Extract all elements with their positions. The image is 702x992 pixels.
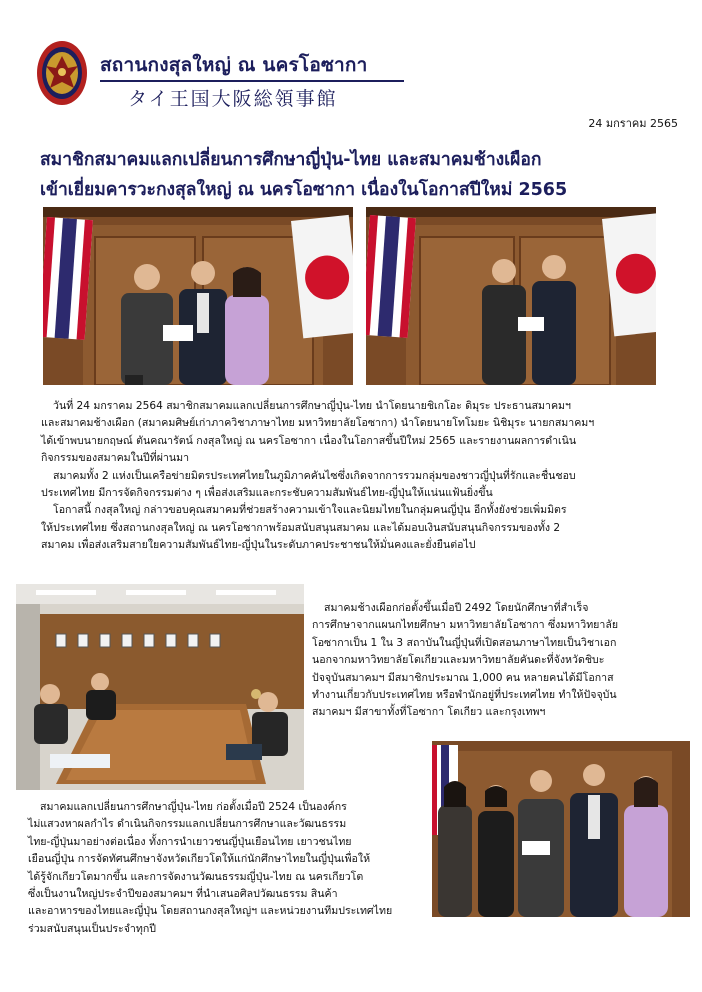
photo-meeting-room bbox=[16, 584, 304, 790]
text-line: ได้รู้จักเกียวโตมากขึ้น และการจัดงานวัฒนธรรมญี่ปุ่น-ไทย ณ นครเกียวโต bbox=[28, 870, 364, 883]
photo-two-men-with-flags bbox=[366, 207, 656, 385]
text-line: ได้เข้าพบนายกฤษณ์ ตันคณารัตน์ กงสุลใหญ่ ณ นครโอซากา เนื่องในโอกาสขึ้นปีใหม่ 2565 และรายงานผลการดำเนิน bbox=[41, 434, 577, 447]
text-line: ซึ่งเป็นงานใหญ่ประจำปีของสมาคมฯ ที่นำเสนอศิลปวัฒนธรรม สินค้า bbox=[28, 888, 338, 901]
text-line-content: สมาคมทั้ง 2 แห่งเป็นเครือข่ายมิตรประเทศไทยในภูมิภาคคันไซซึ่งเกิดจากการรวมกลุ่มของชาวญี่ปุ่นที่รักและชื่นชอบ bbox=[53, 469, 576, 482]
text-line: และสมาคมช้างเผือก (สมาคมศิษย์เก่าภาควิชาภาษาไทย มหาวิทยาลัยโอซากา) นำโดยนายโทโมยะ นิชิมุระ นายกสมาคมฯ bbox=[41, 417, 595, 430]
text-line: ไทย-ญี่ปุ่นมาอย่างต่อเนื่อง ทั้งการนำเยาวชนญี่ปุ่นเยือนไทย เยาวชนไทย bbox=[28, 835, 352, 848]
header-divider bbox=[100, 80, 404, 82]
consulate-name-japanese: タイ王国大阪総領事館 bbox=[128, 88, 338, 110]
text-line bbox=[312, 600, 688, 617]
text-line: ประเทศไทย มีการจัดกิจกรรมต่าง ๆ เพื่อส่งเสริมและกระชับความสัมพันธ์ไทย-ญี่ปุ่นให้แน่นแฟ้นยิ่งขึ้น bbox=[41, 487, 493, 500]
text-line bbox=[28, 799, 438, 816]
photo-group-with-flags bbox=[43, 207, 353, 385]
text-line: โอซากาเป็น 1 ใน 3 สถาบันในญี่ปุ่นที่เปิดสอนภาษาไทยเป็นวิชาเอก bbox=[312, 636, 617, 649]
text-line-content: สมาคมแลกเปลี่ยนการศึกษาญี่ปุ่น-ไทย ก่อตั้งเมื่อปี 2524 เป็นองค์กร bbox=[40, 801, 347, 813]
text-line: เยือนญี่ปุ่น การจัดทัศนศึกษาจังหวัดเกียวโตให้แก่นักศึกษาไทยในญี่ปุ่นเพื่อให้ bbox=[28, 853, 371, 866]
text-line: สมาคม เพื่อส่งเสริมสายใยความสัมพันธ์ไทย-ญี่ปุ่นในระดับภาคประชาชนให้มั่นคงและยั่งยืนต่อไป bbox=[41, 539, 476, 552]
text-line: และอาหารของไทยและญี่ปุ่น โดยสถานกงสุลใหญ่ฯ และหน่วยงานทีมประเทศไทย bbox=[28, 905, 393, 918]
text-line: สมาคมฯ มีสาขาทั้งที่โอซากา โตเกียว และกรุงเทพฯ bbox=[312, 706, 546, 719]
body-paragraph-meeting bbox=[41, 398, 681, 555]
text-line bbox=[41, 398, 681, 415]
consulate-name-thai: สถานกงสุลใหญ่ ณ นครโอซากา bbox=[100, 54, 368, 76]
text-line bbox=[41, 502, 681, 519]
text-line: การศึกษาจากแผนกไทยศึกษา มหาวิทยาลัยโอซากา ซึ่งมหาวิทยาลัย bbox=[312, 619, 619, 632]
text-line: ไม่แสวงหาผลกำไร ดำเนินกิจกรรมแลกเปลี่ยนการศึกษาและวัฒนธรรม bbox=[28, 818, 347, 831]
body-paragraph-white-elephant bbox=[312, 600, 688, 722]
text-line-content: วันที่ 24 มกราคม 2564 สมาชิกสมาคมแลกเปลี่ยนการศึกษาญี่ปุ่น-ไทย นำโดยนายชิเกโอะ ดิมุระ ประธานสมาคมฯ bbox=[53, 400, 571, 412]
photo-group-of-five bbox=[432, 741, 690, 917]
text-line: กิจกรรมของสมาคมในปีที่ผ่านมา bbox=[41, 452, 190, 465]
text-line: นอกจากมหาวิทยาลัยโตเกียวและมหาวิทยาลัยคันดะที่จังหวัดชิบะ bbox=[312, 654, 605, 667]
consulate-seal-icon bbox=[36, 40, 88, 106]
text-line bbox=[41, 468, 681, 485]
headline bbox=[40, 145, 680, 205]
publication-date: 24 มกราคม 2565 bbox=[588, 117, 678, 130]
text-line: ร่วมสนับสนุนเป็นประจำทุกปี bbox=[28, 922, 156, 935]
text-line-content: สมาคมช้างเผือกก่อตั้งขึ้นเมื่อปี 2492 โดยนักศึกษาที่สำเร็จ bbox=[324, 602, 589, 614]
headline-line: เข้าเยี่ยมคารวะกงสุลใหญ่ ณ นครโอซากา เนื่องในโอกาสปีใหม่ 2565 bbox=[40, 180, 568, 200]
text-line: ให้ประเทศไทย ซึ่งสถานกงสุลใหญ่ ณ นครโอซากาพร้อมสนับสนุนสมาคม และได้มอบเงินสนับสนุนกิจกรรมของทั้ง 2 bbox=[41, 521, 561, 534]
body-paragraph-education-exchange bbox=[28, 799, 438, 938]
text-line: ปัจจุบันสมาคมฯ มีสมาชิกประมาณ 1,000 คน หลายคนได้มีโอกาส bbox=[312, 671, 614, 684]
headline-line: สมาชิกสมาคมแลกเปลี่ยนการศึกษาญี่ปุ่น-ไทย และสมาคมช้างเผือก bbox=[40, 150, 542, 170]
text-line-content: โอกาสนี้ กงสุลใหญ่ กล่าวขอบคุณสมาคมที่ช่วยสร้างความเข้าใจและนิยมไทยในกลุ่มคนญี่ปุ่น อีกทั้งยังช่วยเพิ่มมิตร bbox=[53, 504, 567, 517]
text-line: ทำงานเกี่ยวกับประเทศไทย หรือพำนักอยู่ที่ประเทศไทย ทำให้ปัจจุบัน bbox=[312, 689, 617, 702]
